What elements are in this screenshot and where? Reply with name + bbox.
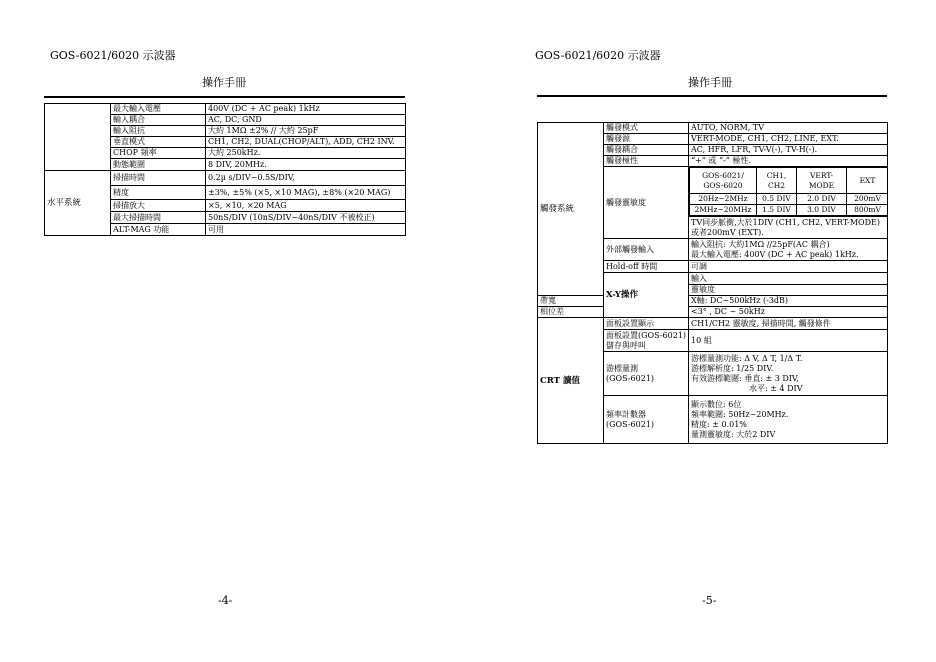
row-label [604,330,689,352]
sens-cell: 800mV [847,205,888,216]
row-label: 帶寬 [538,296,604,307]
value-line: 精度: ± 0.01% [691,419,747,429]
row-label: 輸入耦合 [111,115,206,126]
model-header: GOS-6021/6020 示波器 [535,49,661,62]
row-label: ALT-MAG 功能 [111,224,206,236]
row-value: CH1, CH2, DUAL(CHOP/ALT), ADD, CH2 INV. [206,137,406,148]
table-row [538,307,888,318]
group-label-horizontal: 水平系統 [45,171,111,236]
row-value: “+” 或 “-” 極性. [689,156,888,167]
sens-header: GOS-6021/ GOS-6020 [690,168,757,194]
row-label: 最大輸入電壓 [111,104,206,115]
row-value: 8 DIV, 20MHz. [206,159,406,171]
row-label: 輸入阻抗 [111,126,206,137]
row-value: 10 組 [689,330,888,352]
row-value [689,239,888,261]
note-line: TV同步脈衝,大於1DIV (CH1, CH2, VERT-MODE) [691,217,880,227]
row-value: ×5, ×10, ×20 MAG [206,200,406,212]
table-row [538,123,888,134]
row-value: 400V (DC + AC peak) 1kHz [206,104,406,115]
sensitivity-row [690,205,888,216]
spec-table-left [44,103,406,236]
row-label: 觸發極性 [604,156,689,167]
value-line: 游標解析度: 1/25 DIV. [691,363,774,373]
label-line: 游標量測 [606,363,638,373]
row-label: 垂直模式 [111,137,206,148]
row-value: 大約 250kHz. [206,148,406,159]
row-label: 相位差 [538,307,604,318]
row-label: Hold-off 時間 [604,261,689,273]
label-line: 面板設置(GOS-6021) [606,330,687,340]
value-line: 量測靈敏度: 大於2 DIV [691,429,776,439]
sens-header: EXT [847,168,888,194]
row-label: 掃描時間 [111,171,206,186]
row-value [689,352,888,396]
row-label: 觸發源 [604,134,689,145]
value-line: 有效游標範圍: 垂直: ± 3 DIV, [691,373,799,383]
row-value: CH1/CH2 靈敏度, 掃描時間, 觸發條件 [689,318,888,330]
page-number: -4- [218,594,233,607]
table-row [538,296,888,307]
row-value: VERT-MODE, CH1, CH2, LINE, EXT. [689,134,888,145]
value-line: 游標量測功能: Δ V, Δ T, 1/Δ T. [691,353,803,363]
row-label: 觸發靈敏度 [604,167,689,239]
sensitivity-note [689,217,888,239]
row-label: 精度 [111,186,206,200]
note-line: 或者200mV (EXT). [691,227,764,237]
spec-table-right [537,122,888,444]
row-label: CHOP 頻率 [111,148,206,159]
table-row [45,171,406,186]
row-label: 觸發模式 [604,123,689,134]
row-value: 大約 1MΩ ±2% // 大約 25pF [206,126,406,137]
row-label: 靈敏度 [689,285,888,296]
row-value: <3° , DC ~ 50kHz [689,307,888,318]
table-row [45,104,406,115]
group-label-crt: CRT 讀值 [538,318,604,444]
row-value: 可用 [206,224,406,236]
row-label: 面板設置顯示 [604,318,689,330]
table-row [538,318,888,330]
value-line: 顯示數位: 6位 [691,399,742,409]
sensitivity-row [690,194,888,205]
row-value: AC, DC, GND [206,115,406,126]
row-value: 50nS/DIV (10nS/DIV~40nS/DIV 不被校正) [206,212,406,224]
label-line: (GOS-6021) [606,419,655,429]
row-value: ±3%, ±5% (×5, ×10 MAG), ±8% (×20 MAG) [206,186,406,200]
sens-cell: 2.0 DIV [797,194,847,205]
sens-cell: 200mV [847,194,888,205]
row-label: 最大掃描時間 [111,212,206,224]
right-page [468,0,936,662]
sens-header: VERT- MODE [797,168,847,194]
group-label-trigger: 觸發系統 [538,123,604,296]
group-cell-blank [45,104,111,171]
sens-header: CH1, CH2 [757,168,797,194]
row-value: 0.2µ s/DIV~0.5S/DIV, [206,171,406,186]
sensitivity-header-row [690,168,888,194]
label-line: (GOS-6021) [606,373,655,383]
sens-cell: 1.5 DIV [757,205,797,216]
label-line: 儲存與呼叫 [606,340,646,350]
value-line: 頻率範圍: 50Hz~20MHz. [691,409,789,419]
row-label [604,352,689,396]
row-label: 動態範圍 [111,159,206,171]
value-line: 水平: ± 4 DIV [749,383,803,393]
header-rule [537,95,887,97]
row-value: AUTO, NORM, TV [689,123,888,134]
row-value: 可調 [689,261,888,273]
row-label [604,396,689,444]
manual-title: 操作手冊 [688,76,732,89]
manual-title: 操作手冊 [202,76,246,89]
row-label: 觸發耦合 [604,145,689,156]
sens-cell: 0.5 DIV [757,194,797,205]
row-label: 外部觸發輸入 [604,239,689,261]
row-value: AC, HFR, LFR, TV-V(-), TV-H(-). [689,145,888,156]
page-number: -5- [702,594,717,607]
group-label-xy: X-Y操作 [604,273,689,318]
header-rule [44,96,405,98]
sens-cell: 20Hz~2MHz [690,194,757,205]
label-line: 頻率計數器 [606,409,646,419]
sens-cell: 3.0 DIV [797,205,847,216]
row-value [689,396,888,444]
ext-line: 輸入阻抗: 大約1MΩ //25pF(AC 耦合) [691,239,830,249]
sens-cell: 2MHz~20MHz [690,205,757,216]
row-label: 輸入 [689,273,888,285]
row-value: X軸: DC~500kHz (-3dB) [689,296,888,307]
ext-line: 最大輸入電壓: 400V (DC + AC peak) 1kHz. [691,249,859,259]
model-header: GOS-6021/6020 示波器 [50,49,176,62]
sensitivity-table [689,167,888,216]
sensitivity-cell [689,167,888,217]
row-label: 掃描放大 [111,200,206,212]
